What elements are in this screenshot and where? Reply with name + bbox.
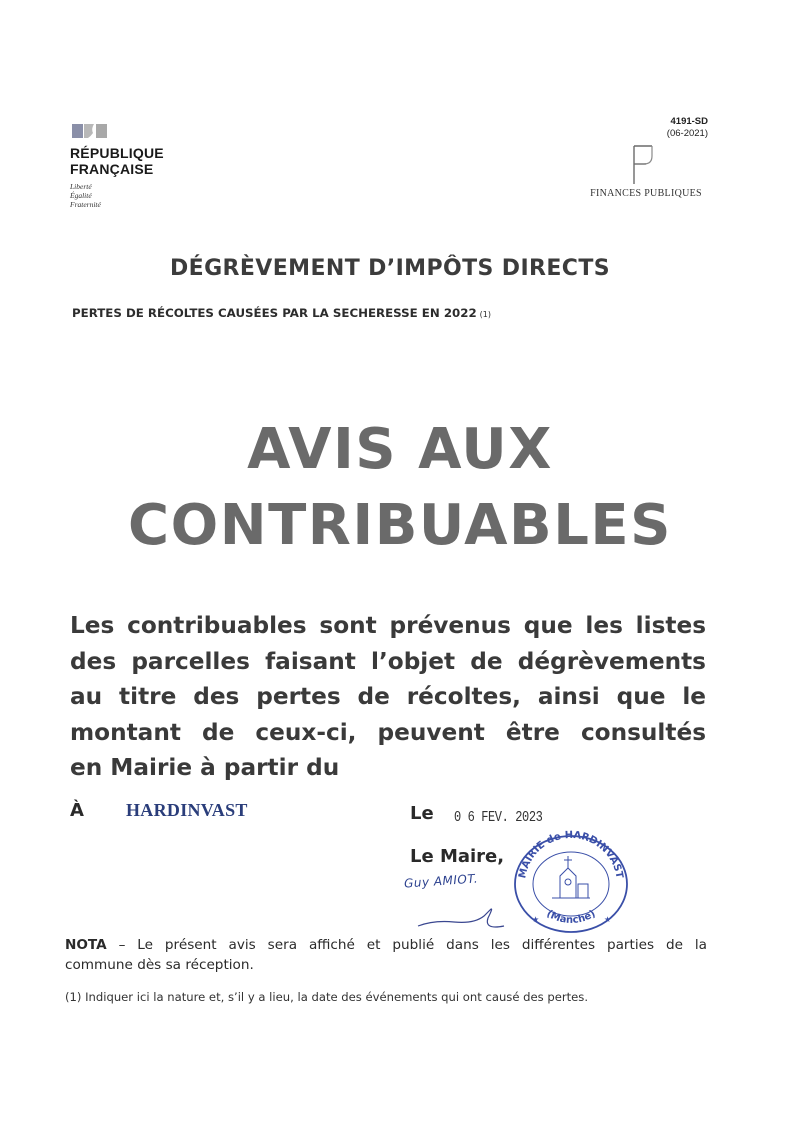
republic-line-1: RÉPUBLIQUE — [70, 145, 164, 161]
notice-body — [70, 608, 706, 786]
stamp-bottom-text: (Manche) — [544, 908, 598, 926]
body-line: au titre des pertes de récoltes, ainsi que le — [70, 683, 706, 710]
body-line: des parcelles faisant l’objet de dégrèvements — [70, 647, 706, 675]
body-line: Les contribuables sont prévenus que les listes — [70, 612, 706, 639]
stamp-top-text: MAIRIE de HARDINVAST — [517, 829, 625, 880]
subtitle — [72, 306, 491, 320]
body-line: en Mairie à partir du — [70, 754, 340, 781]
republic-line-2: FRANÇAISE — [70, 161, 154, 177]
svg-text:MAIRIE de HARDINVAST — [517, 830, 624, 880]
mairie-stamp — [508, 826, 634, 936]
motto-liberte: Liberté — [70, 182, 92, 191]
svg-text:★: ★ — [604, 915, 612, 924]
date-stamp: 0 6 FEV. 2023 — [454, 809, 543, 826]
page-title: DÉGRÈVEMENT D’IMPÔTS DIRECTS — [169, 256, 611, 281]
date-label: Le — [410, 803, 434, 824]
place-name: HARDINVAST — [126, 800, 248, 820]
notice-title-line-2: CONTRIBUABLES — [128, 493, 672, 558]
place-label: À — [70, 800, 84, 821]
nota-head: NOTA — [65, 937, 107, 953]
marianne-icon — [72, 122, 108, 140]
republique-francaise-logo — [70, 122, 210, 209]
mayor-signature: Guy AMIOT. — [403, 871, 479, 891]
form-version: (06-2021) — [666, 128, 708, 139]
finances-publiques-icon — [618, 142, 662, 186]
notice-title — [0, 412, 800, 564]
finances-publiques-label: FINANCES PUBLIQUES — [590, 188, 702, 199]
svg-text:(Manche) — [544, 908, 597, 926]
svg-text:★: ★ — [532, 915, 540, 924]
mayor-label: Le Maire, — [410, 846, 505, 867]
footnote: (1) Indiquer ici la nature et, s’il y a lieu, la date des événements qui ont causé des pertes. — [65, 990, 589, 1004]
nota-line-1: – Le présent avis sera affiché et publié dans les différentes parties de la — [106, 937, 707, 953]
nota — [65, 935, 707, 975]
body-line: montant de ceux-ci, peuvent être consultés — [70, 718, 706, 746]
subtitle-text: PERTES DE RÉCOLTES CAUSÉES PAR LA SECHERESSE EN 2022 — [72, 306, 477, 320]
motto-fraternite: Fraternité — [70, 200, 101, 209]
notice-title-line-1: AVIS AUX — [247, 417, 553, 482]
church-icon — [552, 856, 590, 898]
nota-line-2: commune dès sa réception. — [65, 957, 254, 973]
motto-egalite: Égalité — [70, 191, 92, 200]
subtitle-note: (1) — [479, 310, 492, 319]
form-number: 4191-SD — [670, 116, 708, 127]
form-reference — [667, 116, 708, 140]
